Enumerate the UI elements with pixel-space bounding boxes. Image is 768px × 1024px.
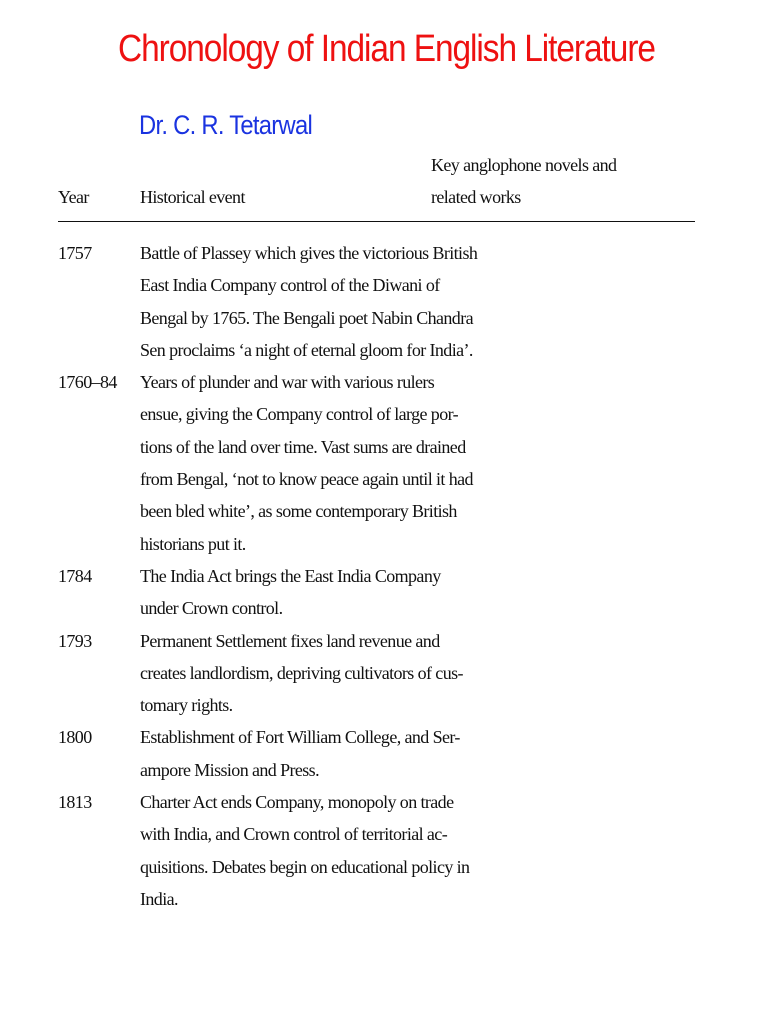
table-row [58, 560, 698, 625]
event-line: The India Act brings the East India Company [140, 565, 441, 586]
event-line: tomary rights. [140, 695, 233, 716]
row-year: 1793 [58, 630, 92, 651]
column-header-year: Year [58, 187, 89, 207]
column-header-works-line: related works [431, 187, 521, 207]
row-year: 1800 [58, 727, 92, 748]
row-year: 1784 [58, 565, 92, 586]
event-line: Battle of Plassey which gives the victorious British [140, 243, 478, 263]
event-line: been bled white’, as some contemporary British [140, 501, 457, 522]
table-row [58, 625, 698, 722]
row-event [140, 560, 441, 625]
event-line: creates landlordism, depriving cultivators of cus- [140, 662, 463, 683]
row-event [140, 721, 460, 786]
row-event [140, 366, 473, 560]
column-header-event: Historical event [140, 187, 245, 207]
event-line: Permanent Settlement fixes land revenue and [140, 630, 440, 651]
page-title: Chronology of Indian English Literature [118, 28, 655, 70]
row-year: 1757 [58, 243, 92, 263]
event-line: Bengal by 1765. The Bengali poet Nabin Chandra [140, 307, 473, 328]
row-year: 1813 [58, 792, 92, 813]
author-name: Dr. C. R. Tetarwal [139, 110, 313, 140]
chronology-table-body [58, 237, 698, 915]
event-line: East India Company control of the Diwani of [140, 275, 440, 296]
column-header-works-line: Key anglophone novels and [431, 155, 617, 175]
row-event [140, 625, 463, 722]
row-event [140, 237, 478, 366]
header-rule [58, 221, 695, 222]
event-line: quisitions. Debates begin on educational policy in [140, 856, 470, 877]
row-event [140, 786, 470, 915]
event-line: tions of the land over time. Vast sums are drained [140, 436, 466, 457]
event-line: historians put it. [140, 533, 246, 554]
row-year: 1760–84 [58, 372, 117, 393]
event-line: with India, and Crown control of territorial ac- [140, 824, 448, 845]
table-row [58, 366, 698, 560]
event-line: India. [140, 888, 178, 909]
event-line: Establishment of Fort William College, and Ser- [140, 727, 460, 748]
event-line: from Bengal, ‘not to know peace again until it had [140, 469, 473, 490]
table-row [58, 786, 698, 915]
event-line: ampore Mission and Press. [140, 759, 319, 780]
event-line: ensue, giving the Company control of large por- [140, 404, 459, 425]
event-line: Sen proclaims ‘a night of eternal gloom for India’. [140, 339, 473, 360]
table-row [58, 237, 698, 366]
column-header-works [431, 149, 631, 213]
table-row [58, 721, 698, 786]
event-line: under Crown control. [140, 598, 283, 619]
event-line: Years of plunder and war with various rulers [140, 372, 435, 393]
event-line: Charter Act ends Company, monopoly on trade [140, 792, 454, 813]
